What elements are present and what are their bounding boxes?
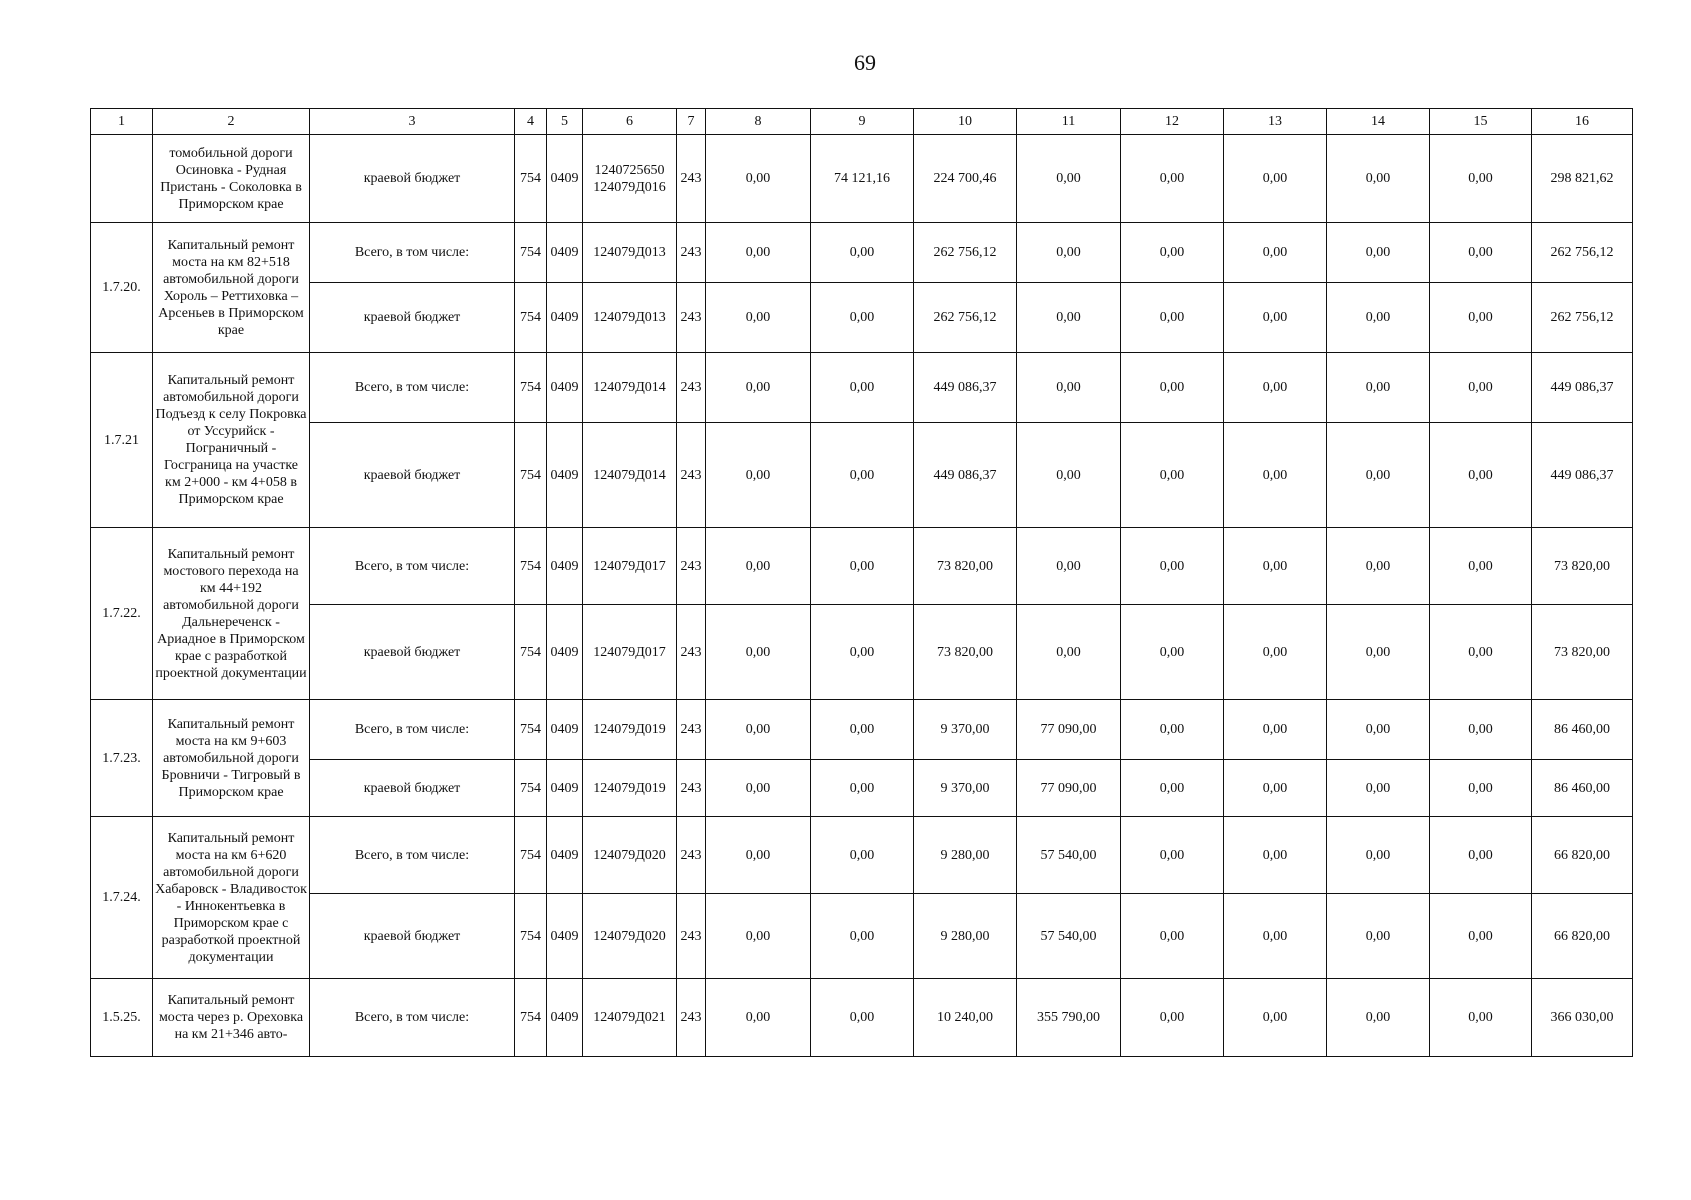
year-value: 0,00: [1017, 605, 1121, 700]
col-header: 10: [914, 109, 1017, 135]
year-value: 0,00: [811, 528, 914, 605]
expense-type-code: 243: [677, 423, 706, 528]
budget-table: [90, 108, 1633, 1057]
year-value: 0,00: [1224, 528, 1327, 605]
expense-type-code: 243: [677, 135, 706, 223]
section-code: 0409: [547, 353, 583, 423]
target-article-code: [583, 223, 677, 283]
target-article-code-line: 124079Д014: [593, 467, 666, 483]
funding-source: Всего, в том числе:: [310, 700, 515, 760]
year-value: 0,00: [1224, 283, 1327, 353]
table-row: [91, 423, 1633, 528]
funding-source: краевой бюджет: [310, 894, 515, 979]
total-value: 86 460,00: [1532, 760, 1633, 817]
ministry-code: 754: [515, 979, 547, 1057]
total-value: 262 756,12: [1532, 283, 1633, 353]
item-number: 1.7.23.: [91, 700, 153, 817]
item-name: Капитальный ремонт автомобильной дороги Подъезд к селу Покровка от Уссурийск - Пограничный - Госграница на участке км 2+000 - км 4+058 в Приморском крае: [153, 353, 310, 528]
section-code: 0409: [547, 223, 583, 283]
year-value: 0,00: [1430, 223, 1532, 283]
year-value: 77 090,00: [1017, 760, 1121, 817]
year-value: 0,00: [706, 700, 811, 760]
year-value: 0,00: [811, 423, 914, 528]
table-row: [91, 135, 1633, 223]
year-value: 0,00: [1224, 223, 1327, 283]
ministry-code: 754: [515, 423, 547, 528]
ministry-code: 754: [515, 760, 547, 817]
year-value: 0,00: [1327, 979, 1430, 1057]
col-header: 11: [1017, 109, 1121, 135]
item-number: 1.5.25.: [91, 979, 153, 1057]
year-value: 0,00: [706, 423, 811, 528]
col-header: 9: [811, 109, 914, 135]
year-value: 73 820,00: [914, 528, 1017, 605]
header-row: [91, 109, 1633, 135]
year-value: 0,00: [1327, 894, 1430, 979]
target-article-code-line: 124079Д017: [593, 558, 666, 574]
col-header: 14: [1327, 109, 1430, 135]
year-value: 77 090,00: [1017, 700, 1121, 760]
section-code: 0409: [547, 528, 583, 605]
year-value: 0,00: [811, 817, 914, 894]
year-value: 0,00: [811, 760, 914, 817]
year-value: 0,00: [1224, 894, 1327, 979]
item-number: 1.7.20.: [91, 223, 153, 353]
expense-type-code: 243: [677, 817, 706, 894]
year-value: 0,00: [1017, 353, 1121, 423]
year-value: 0,00: [1430, 423, 1532, 528]
target-article-code: [583, 817, 677, 894]
table-row: [91, 894, 1633, 979]
col-header: 4: [515, 109, 547, 135]
ministry-code: 754: [515, 353, 547, 423]
year-value: 0,00: [1224, 700, 1327, 760]
year-value: 73 820,00: [914, 605, 1017, 700]
total-value: 298 821,62: [1532, 135, 1633, 223]
expense-type-code: 243: [677, 353, 706, 423]
target-article-code-line: 124079Д020: [593, 847, 666, 863]
year-value: 0,00: [811, 894, 914, 979]
ministry-code: 754: [515, 528, 547, 605]
item-number: [91, 135, 153, 223]
expense-type-code: 243: [677, 700, 706, 760]
expense-type-code: 243: [677, 223, 706, 283]
year-value: 0,00: [1430, 353, 1532, 423]
year-value: 0,00: [811, 700, 914, 760]
table-body: [91, 135, 1633, 1057]
year-value: 449 086,37: [914, 423, 1017, 528]
table-row: [91, 353, 1633, 423]
year-value: 0,00: [1017, 135, 1121, 223]
year-value: 0,00: [1327, 817, 1430, 894]
year-value: 0,00: [1430, 979, 1532, 1057]
item-number: 1.7.24.: [91, 817, 153, 979]
section-code: 0409: [547, 283, 583, 353]
year-value: 0,00: [811, 283, 914, 353]
col-header: 1: [91, 109, 153, 135]
target-article-code: [583, 979, 677, 1057]
year-value: 0,00: [1224, 353, 1327, 423]
table-row: [91, 528, 1633, 605]
total-value: 449 086,37: [1532, 353, 1633, 423]
year-value: 262 756,12: [914, 283, 1017, 353]
year-value: 0,00: [1430, 605, 1532, 700]
col-header: 3: [310, 109, 515, 135]
target-article-code: [583, 423, 677, 528]
col-header: 8: [706, 109, 811, 135]
total-value: 73 820,00: [1532, 605, 1633, 700]
year-value: 0,00: [1327, 353, 1430, 423]
year-value: 449 086,37: [914, 353, 1017, 423]
year-value: 57 540,00: [1017, 894, 1121, 979]
table-row: [91, 760, 1633, 817]
year-value: 0,00: [811, 605, 914, 700]
year-value: 0,00: [1224, 605, 1327, 700]
target-article-code-line: 124079Д014: [593, 380, 666, 395]
total-value: 449 086,37: [1532, 423, 1633, 528]
year-value: 0,00: [1121, 605, 1224, 700]
year-value: 0,00: [706, 353, 811, 423]
table-row: [91, 605, 1633, 700]
year-value: 0,00: [1327, 423, 1430, 528]
year-value: 0,00: [1327, 760, 1430, 817]
item-name: Капитальный ремонт мостового перехода на км 44+192 автомобильной дороги Дальнереченск - Ариадное в Приморском крае с разработкой проектной документации: [153, 528, 310, 700]
item-number: 1.7.21: [91, 353, 153, 528]
year-value: 0,00: [1224, 423, 1327, 528]
section-code: 0409: [547, 760, 583, 817]
year-value: 0,00: [1121, 817, 1224, 894]
total-value: 366 030,00: [1532, 979, 1633, 1057]
col-header: 2: [153, 109, 310, 135]
ministry-code: 754: [515, 223, 547, 283]
year-value: 0,00: [1121, 423, 1224, 528]
total-value: 73 820,00: [1532, 528, 1633, 605]
year-value: 0,00: [706, 283, 811, 353]
year-value: 0,00: [1121, 223, 1224, 283]
funding-source: Всего, в том числе:: [310, 979, 515, 1057]
item-name: Капитальный ремонт моста на км 82+518 автомобильной дороги Хороль – Реттиховка – Арсеньев в Приморском крае: [153, 223, 310, 353]
total-value: 86 460,00: [1532, 700, 1633, 760]
year-value: 0,00: [811, 223, 914, 283]
year-value: 262 756,12: [914, 223, 1017, 283]
page-number: 69: [854, 50, 876, 75]
funding-source: Всего, в том числе:: [310, 528, 515, 605]
item-name: Капитальный ремонт моста на км 6+620 автомобильной дороги Хабаровск - Владивосток - Иннокентьевка в Приморском крае с разработкой проектной документации: [153, 817, 310, 979]
year-value: 0,00: [1224, 760, 1327, 817]
col-header: 15: [1430, 109, 1532, 135]
year-value: 57 540,00: [1017, 817, 1121, 894]
col-header: 7: [677, 109, 706, 135]
col-header: 16: [1532, 109, 1633, 135]
table-row: [91, 283, 1633, 353]
funding-source: краевой бюджет: [310, 135, 515, 223]
target-article-code: [583, 760, 677, 817]
ministry-code: 754: [515, 894, 547, 979]
item-name: Капитальный ремонт моста через р. Ореховка на км 21+346 авто-: [153, 979, 310, 1057]
section-code: 0409: [547, 605, 583, 700]
section-code: 0409: [547, 894, 583, 979]
target-article-code-line: 124079Д020: [593, 928, 666, 944]
year-value: 0,00: [811, 979, 914, 1057]
funding-source: краевой бюджет: [310, 283, 515, 353]
year-value: 9 370,00: [914, 700, 1017, 760]
section-code: 0409: [547, 817, 583, 894]
ministry-code: 754: [515, 283, 547, 353]
year-value: 0,00: [706, 979, 811, 1057]
year-value: 0,00: [1121, 283, 1224, 353]
year-value: 0,00: [1017, 223, 1121, 283]
target-article-code-line: 124079Д013: [593, 310, 666, 325]
table-row: [91, 817, 1633, 894]
year-value: 0,00: [1224, 817, 1327, 894]
year-value: 0,00: [1327, 528, 1430, 605]
target-article-code-line: 1240725650: [594, 162, 665, 178]
funding-source: Всего, в том числе:: [310, 223, 515, 283]
section-code: 0409: [547, 979, 583, 1057]
ministry-code: 754: [515, 605, 547, 700]
expense-type-code: 243: [677, 760, 706, 817]
year-value: 0,00: [706, 760, 811, 817]
year-value: 0,00: [706, 223, 811, 283]
target-article-code-line: 124079Д019: [593, 722, 666, 737]
year-value: 0,00: [1017, 423, 1121, 528]
year-value: 0,00: [706, 135, 811, 223]
expense-type-code: 243: [677, 979, 706, 1057]
section-code: 0409: [547, 423, 583, 528]
year-value: 0,00: [1430, 135, 1532, 223]
target-article-code: [583, 700, 677, 760]
year-value: 0,00: [1327, 283, 1430, 353]
year-value: 0,00: [1430, 760, 1532, 817]
funding-source: краевой бюджет: [310, 760, 515, 817]
year-value: 0,00: [1430, 894, 1532, 979]
target-article-code: [583, 894, 677, 979]
funding-source: краевой бюджет: [310, 423, 515, 528]
year-value: 0,00: [706, 605, 811, 700]
col-header: 5: [547, 109, 583, 135]
section-code: 0409: [547, 700, 583, 760]
funding-source: Всего, в том числе:: [310, 353, 515, 423]
year-value: 0,00: [1430, 700, 1532, 760]
col-header: 13: [1224, 109, 1327, 135]
ministry-code: 754: [515, 700, 547, 760]
year-value: 0,00: [1430, 528, 1532, 605]
target-article-code: [583, 528, 677, 605]
table-row: [91, 979, 1633, 1057]
year-value: 10 240,00: [914, 979, 1017, 1057]
year-value: 224 700,46: [914, 135, 1017, 223]
total-value: 262 756,12: [1532, 223, 1633, 283]
year-value: 9 280,00: [914, 817, 1017, 894]
target-article-code: [583, 605, 677, 700]
year-value: 0,00: [1121, 894, 1224, 979]
total-value: 66 820,00: [1532, 894, 1633, 979]
total-value: 66 820,00: [1532, 817, 1633, 894]
target-article-code: [583, 135, 677, 223]
table-row: [91, 700, 1633, 760]
item-name: Капитальный ремонт моста на км 9+603 автомобильной дороги Бровничи - Тигровый в Приморском крае: [153, 700, 310, 817]
expense-type-code: 243: [677, 605, 706, 700]
year-value: 0,00: [1017, 528, 1121, 605]
year-value: 0,00: [1121, 135, 1224, 223]
year-value: 0,00: [811, 353, 914, 423]
year-value: 0,00: [1430, 283, 1532, 353]
target-article-code-line: 124079Д013: [593, 245, 666, 260]
target-article-code-line: 124079Д021: [593, 1010, 666, 1025]
year-value: 0,00: [706, 817, 811, 894]
year-value: 0,00: [1430, 817, 1532, 894]
year-value: 355 790,00: [1017, 979, 1121, 1057]
ministry-code: 754: [515, 135, 547, 223]
year-value: 0,00: [1327, 605, 1430, 700]
col-header: 12: [1121, 109, 1224, 135]
year-value: 0,00: [1121, 979, 1224, 1057]
item-name: томобильной дороги Осиновка - Рудная Пристань - Соколовка в Приморском крае: [153, 135, 310, 223]
year-value: 0,00: [1327, 135, 1430, 223]
table-row: [91, 223, 1633, 283]
year-value: 9 370,00: [914, 760, 1017, 817]
funding-source: краевой бюджет: [310, 605, 515, 700]
target-article-code-line: 124079Д016: [593, 179, 666, 195]
year-value: 0,00: [706, 528, 811, 605]
col-header: 6: [583, 109, 677, 135]
expense-type-code: 243: [677, 894, 706, 979]
expense-type-code: 243: [677, 283, 706, 353]
section-code: 0409: [547, 135, 583, 223]
year-value: 0,00: [706, 894, 811, 979]
funding-source: Всего, в том числе:: [310, 817, 515, 894]
year-value: 0,00: [1327, 223, 1430, 283]
ministry-code: 754: [515, 817, 547, 894]
target-article-code: [583, 283, 677, 353]
year-value: 74 121,16: [811, 135, 914, 223]
year-value: 0,00: [1121, 528, 1224, 605]
target-article-code-line: 124079Д017: [593, 644, 666, 660]
target-article-code: [583, 353, 677, 423]
year-value: 9 280,00: [914, 894, 1017, 979]
year-value: 0,00: [1017, 283, 1121, 353]
year-value: 0,00: [1224, 979, 1327, 1057]
target-article-code-line: 124079Д019: [593, 780, 666, 796]
year-value: 0,00: [1121, 700, 1224, 760]
expense-type-code: 243: [677, 528, 706, 605]
year-value: 0,00: [1224, 135, 1327, 223]
year-value: 0,00: [1327, 700, 1430, 760]
item-number: 1.7.22.: [91, 528, 153, 700]
year-value: 0,00: [1121, 353, 1224, 423]
year-value: 0,00: [1121, 760, 1224, 817]
